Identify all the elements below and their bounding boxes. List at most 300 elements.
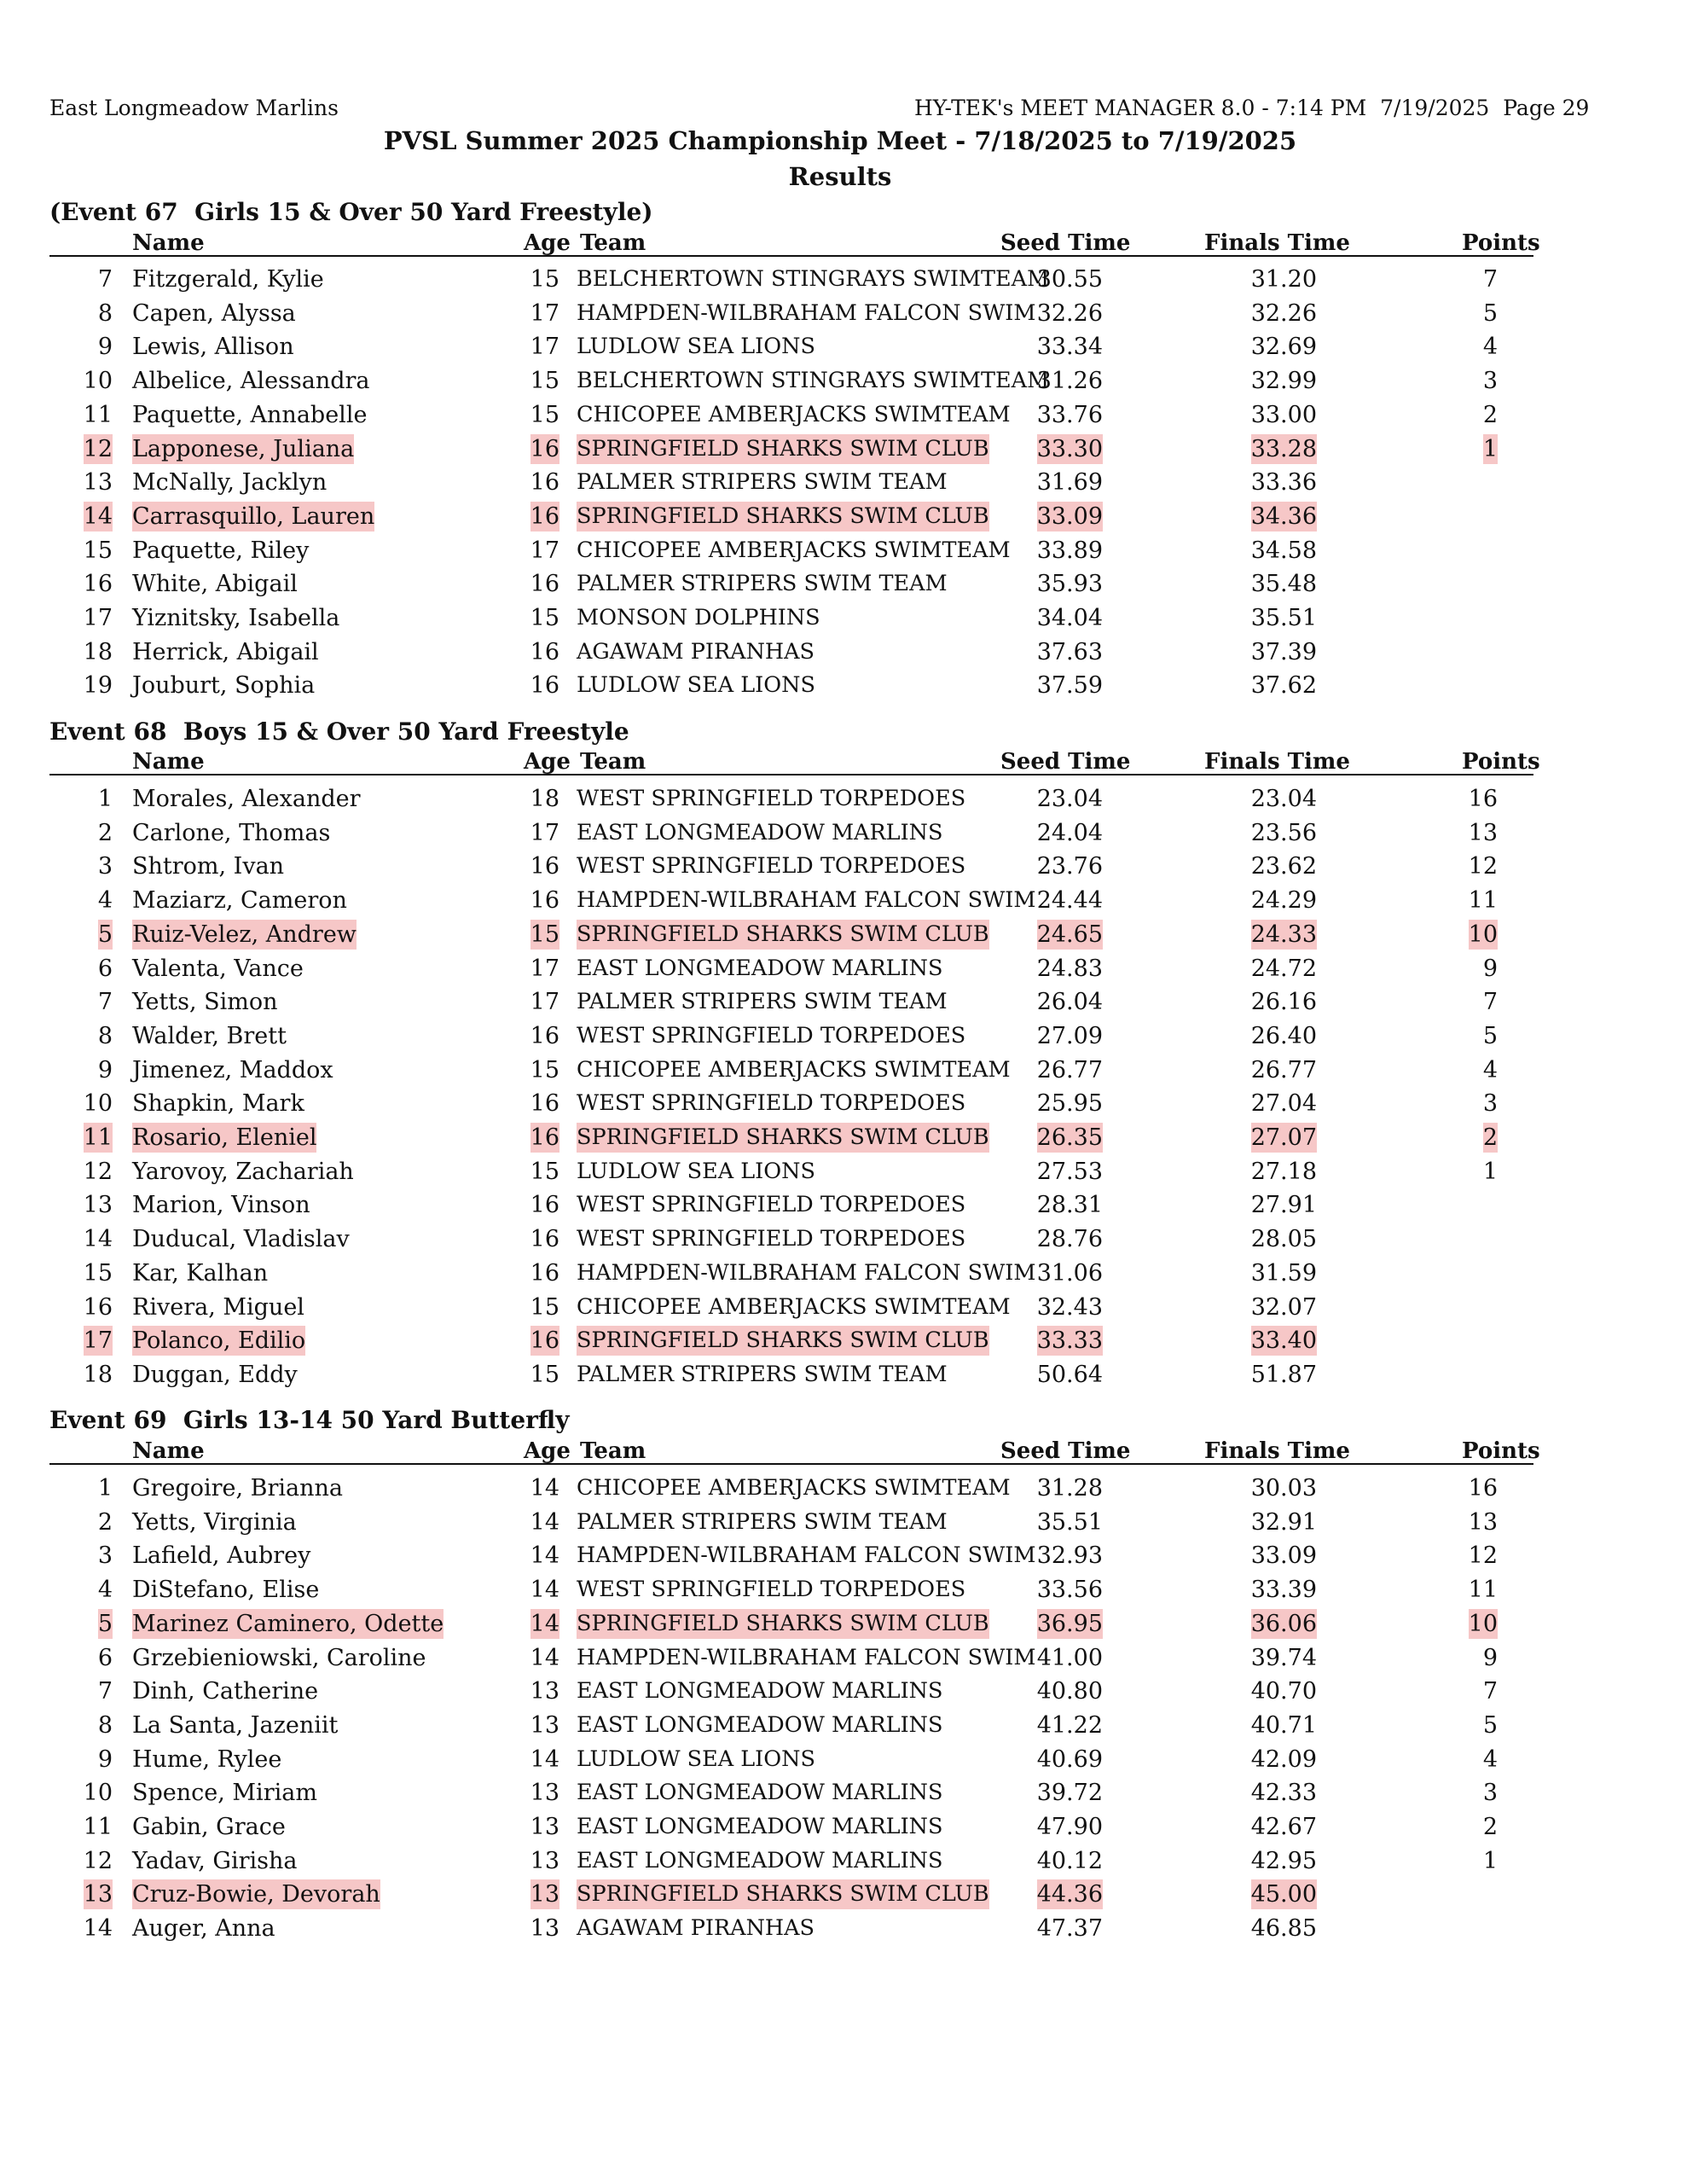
cell-place: 13 xyxy=(83,1192,113,1219)
cell-name: Yadav, Girisha xyxy=(132,1847,298,1874)
cell-seed: 24.83 xyxy=(1036,955,1103,982)
cell-points: 10 xyxy=(1468,1610,1498,1637)
cell-seed: 24.44 xyxy=(1036,887,1103,915)
cell-seed: 23.76 xyxy=(1036,853,1103,880)
cell-age: 15 xyxy=(530,266,559,293)
cell-team: CHICOPEE AMBERJACKS SWIMTEAM xyxy=(577,1056,1011,1083)
cell-seed: 47.37 xyxy=(1036,1915,1103,1943)
cell-name: Yiznitsky, Isabella xyxy=(132,605,340,631)
cell-finals: 33.28 xyxy=(1250,435,1317,462)
result-row xyxy=(0,1473,1687,1507)
cell-points: 13 xyxy=(1468,819,1498,846)
cell-finals: 37.39 xyxy=(1250,638,1317,665)
cell-finals: 27.91 xyxy=(1250,1192,1317,1219)
cell-finals: 33.39 xyxy=(1250,1577,1317,1604)
cell-age: 14 xyxy=(530,1610,559,1637)
cell-age: 16 xyxy=(530,1327,559,1355)
result-row xyxy=(0,1326,1687,1359)
cell-finals: 32.07 xyxy=(1250,1293,1317,1321)
cell-points: 16 xyxy=(1468,1475,1498,1502)
cell-place: 4 xyxy=(97,1577,113,1604)
cell-place: 1 xyxy=(97,1475,113,1502)
cell-name: Albelice, Alessandra xyxy=(132,368,370,395)
cell-place: 17 xyxy=(83,1327,113,1355)
cell-place: 17 xyxy=(83,605,113,631)
cell-place: 7 xyxy=(97,989,113,1016)
cell-finals: 35.51 xyxy=(1250,605,1317,631)
result-row xyxy=(0,1055,1687,1089)
cell-age: 14 xyxy=(530,1542,559,1570)
cell-age: 14 xyxy=(530,1508,559,1536)
cell-team: EAST LONGMEADOW MARLINS xyxy=(577,955,943,981)
cell-seed: 31.26 xyxy=(1036,368,1103,395)
column-header-name: Name xyxy=(132,230,205,256)
cell-team: BELCHERTOWN STINGRAYS SWIMTEAM xyxy=(577,368,1050,394)
cell-age: 13 xyxy=(530,1711,559,1739)
cell-place: 9 xyxy=(97,1056,113,1083)
cell-seed: 50.64 xyxy=(1036,1361,1103,1388)
cell-seed: 37.63 xyxy=(1036,638,1103,665)
result-row xyxy=(0,1609,1687,1642)
cell-place: 9 xyxy=(97,1745,113,1773)
cell-place: 11 xyxy=(83,401,113,428)
cell-team: EAST LONGMEADOW MARLINS xyxy=(577,1814,943,1839)
result-row xyxy=(0,1224,1687,1258)
cell-place: 14 xyxy=(83,1915,113,1943)
cell-seed: 26.04 xyxy=(1036,989,1103,1016)
cell-name: Morales, Alexander xyxy=(132,786,361,812)
cell-finals: 26.16 xyxy=(1250,989,1317,1016)
result-row xyxy=(0,1292,1687,1326)
result-row xyxy=(0,366,1687,399)
cell-seed: 27.53 xyxy=(1036,1158,1103,1185)
cell-age: 13 xyxy=(530,1678,559,1705)
cell-team: EAST LONGMEADOW MARLINS xyxy=(577,819,943,845)
cell-points: 3 xyxy=(1482,1780,1498,1807)
cell-name: Ruiz-Velez, Andrew xyxy=(132,921,357,948)
result-row xyxy=(0,536,1687,569)
event-title: Event 69 Girls 13-14 50 Yard Butterfly xyxy=(49,1406,570,1434)
cell-finals: 32.26 xyxy=(1250,299,1317,327)
cell-seed: 32.26 xyxy=(1036,299,1103,327)
result-row xyxy=(0,671,1687,704)
cell-name: Rosario, Eleniel xyxy=(132,1124,317,1151)
cell-seed: 40.80 xyxy=(1036,1678,1103,1705)
cell-place: 12 xyxy=(83,1158,113,1185)
cell-finals: 26.40 xyxy=(1250,1022,1317,1049)
column-header-row xyxy=(0,751,1687,773)
result-row xyxy=(0,434,1687,468)
cell-finals: 34.58 xyxy=(1250,537,1317,564)
cell-finals: 33.40 xyxy=(1250,1327,1317,1355)
cell-team: SPRINGFIELD SHARKS SWIM CLUB xyxy=(577,434,989,464)
cell-place: 19 xyxy=(83,672,113,700)
cell-finals: 40.71 xyxy=(1250,1711,1317,1739)
result-row xyxy=(0,468,1687,501)
cell-team: HAMPDEN-WILBRAHAM FALCON SWIM xyxy=(577,1542,1036,1569)
cell-place: 11 xyxy=(83,1814,113,1840)
cell-place: 3 xyxy=(97,853,113,880)
cell-place: 13 xyxy=(83,1881,113,1908)
cell-points: 4 xyxy=(1482,1745,1498,1773)
cell-seed: 31.28 xyxy=(1036,1475,1103,1502)
cell-team: BELCHERTOWN STINGRAYS SWIMTEAM xyxy=(577,266,1050,292)
cell-seed: 33.09 xyxy=(1036,502,1103,530)
result-row xyxy=(0,851,1687,885)
cell-points: 2 xyxy=(1482,401,1498,428)
cell-place: 7 xyxy=(97,266,113,293)
cell-name: Lafield, Aubrey xyxy=(132,1542,311,1570)
result-row xyxy=(0,603,1687,636)
cell-age: 15 xyxy=(530,1158,559,1185)
result-row xyxy=(0,1879,1687,1913)
cell-age: 16 xyxy=(530,571,559,598)
cell-age: 14 xyxy=(530,1745,559,1773)
cell-points: 2 xyxy=(1482,1814,1498,1840)
cell-finals: 45.00 xyxy=(1250,1881,1317,1908)
cell-team: LUDLOW SEA LIONS xyxy=(577,1158,815,1184)
column-header-seed: Seed Time xyxy=(1000,230,1131,256)
cell-team: WEST SPRINGFIELD TORPEDOES xyxy=(577,1022,966,1048)
cell-seed: 34.04 xyxy=(1036,605,1103,631)
cell-age: 15 xyxy=(530,1361,559,1388)
cell-seed: 28.31 xyxy=(1036,1192,1103,1219)
cell-points: 12 xyxy=(1468,1542,1498,1570)
cell-place: 8 xyxy=(97,1022,113,1049)
cell-name: Auger, Anna xyxy=(132,1915,275,1943)
cell-place: 10 xyxy=(83,1090,113,1118)
cell-place: 6 xyxy=(97,955,113,982)
column-header-points: Points xyxy=(1462,1438,1540,1464)
cell-team: SPRINGFIELD SHARKS SWIM CLUB xyxy=(577,1609,989,1639)
cell-seed: 44.36 xyxy=(1036,1881,1103,1908)
cell-age: 17 xyxy=(530,537,559,564)
cell-points: 16 xyxy=(1468,786,1498,812)
cell-name: Walder, Brett xyxy=(132,1022,287,1049)
cell-finals: 23.04 xyxy=(1250,786,1317,812)
cell-name: Maziarz, Cameron xyxy=(132,887,347,915)
header-divider xyxy=(49,1463,1533,1465)
result-row xyxy=(0,1123,1687,1156)
cell-seed: 40.69 xyxy=(1036,1745,1103,1773)
cell-finals: 33.00 xyxy=(1250,401,1317,428)
cell-finals: 35.48 xyxy=(1250,571,1317,598)
cell-team: AGAWAM PIRANHAS xyxy=(577,1915,815,1942)
cell-name: La Santa, Jazeniit xyxy=(132,1711,339,1739)
cell-place: 12 xyxy=(83,435,113,462)
cell-finals: 42.09 xyxy=(1250,1745,1317,1773)
cell-age: 17 xyxy=(530,989,559,1016)
result-row xyxy=(0,569,1687,602)
cell-points: 4 xyxy=(1482,1056,1498,1083)
cell-points: 1 xyxy=(1482,435,1498,462)
cell-place: 5 xyxy=(97,921,113,948)
cell-team: LUDLOW SEA LIONS xyxy=(577,334,815,360)
cell-finals: 24.33 xyxy=(1250,921,1317,948)
cell-place: 11 xyxy=(83,1124,113,1151)
cell-finals: 31.20 xyxy=(1250,266,1317,293)
result-row xyxy=(0,1360,1687,1393)
cell-finals: 26.77 xyxy=(1250,1056,1317,1083)
cell-place: 12 xyxy=(83,1847,113,1874)
cell-age: 16 xyxy=(530,1192,559,1219)
cell-age: 15 xyxy=(530,1293,559,1321)
cell-name: Valenta, Vance xyxy=(132,955,304,982)
cell-name: Yetts, Simon xyxy=(132,989,278,1016)
result-row xyxy=(0,264,1687,298)
page-header-team: East Longmeadow Marlins xyxy=(49,96,339,120)
cell-team: WEST SPRINGFIELD TORPEDOES xyxy=(577,853,966,880)
cell-points: 10 xyxy=(1468,921,1498,948)
cell-seed: 41.00 xyxy=(1036,1644,1103,1671)
page-header-software: HY-TEK's MEET MANAGER 8.0 - 7:14 PM 7/19/2025 Page 29 xyxy=(914,96,1590,120)
cell-place: 13 xyxy=(83,469,113,497)
cell-team: PALMER STRIPERS SWIM TEAM xyxy=(577,989,948,1015)
cell-team: CHICOPEE AMBERJACKS SWIMTEAM xyxy=(577,401,1011,427)
cell-place: 15 xyxy=(83,1259,113,1287)
result-row xyxy=(0,886,1687,919)
cell-team: LUDLOW SEA LIONS xyxy=(577,1745,815,1772)
cell-points: 9 xyxy=(1482,955,1498,982)
cell-place: 4 xyxy=(97,887,113,915)
cell-place: 14 xyxy=(83,1226,113,1253)
meet-title: PVSL Summer 2025 Championship Meet - 7/18/2025 to 7/19/2025 xyxy=(383,126,1297,155)
cell-seed: 31.69 xyxy=(1036,469,1103,497)
cell-team: EAST LONGMEADOW MARLINS xyxy=(577,1847,943,1873)
cell-team: WEST SPRINGFIELD TORPEDOES xyxy=(577,786,966,811)
result-row xyxy=(0,1258,1687,1292)
cell-finals: 46.85 xyxy=(1250,1915,1317,1943)
cell-seed: 47.90 xyxy=(1036,1814,1103,1840)
cell-seed: 33.34 xyxy=(1036,334,1103,361)
cell-points: 3 xyxy=(1482,1090,1498,1118)
cell-name: Rivera, Miguel xyxy=(132,1293,304,1321)
result-row xyxy=(0,1745,1687,1778)
cell-team: WEST SPRINGFIELD TORPEDOES xyxy=(577,1577,966,1603)
result-row xyxy=(0,332,1687,365)
header-divider xyxy=(49,774,1533,775)
cell-team: EAST LONGMEADOW MARLINS xyxy=(577,1678,943,1705)
cell-finals: 33.09 xyxy=(1250,1542,1317,1570)
cell-seed: 35.51 xyxy=(1036,1508,1103,1536)
cell-name: Hume, Rylee xyxy=(132,1745,282,1773)
cell-place: 10 xyxy=(83,368,113,395)
cell-name: Paquette, Riley xyxy=(132,537,310,564)
event-title: Event 68 Boys 15 & Over 50 Yard Freestyle xyxy=(49,717,629,746)
cell-name: Fitzgerald, Kylie xyxy=(132,266,324,293)
cell-finals: 23.56 xyxy=(1250,819,1317,846)
cell-age: 16 xyxy=(530,1226,559,1253)
cell-seed: 41.22 xyxy=(1036,1711,1103,1739)
column-header-team: Team xyxy=(580,230,646,256)
cell-age: 13 xyxy=(530,1915,559,1943)
cell-age: 16 xyxy=(530,887,559,915)
cell-team: HAMPDEN-WILBRAHAM FALCON SWIM xyxy=(577,1644,1036,1670)
cell-team: SPRINGFIELD SHARKS SWIM CLUB xyxy=(577,1123,989,1153)
cell-finals: 28.05 xyxy=(1250,1226,1317,1253)
cell-finals: 34.36 xyxy=(1250,502,1317,530)
cell-name: Marion, Vinson xyxy=(132,1192,310,1219)
cell-points: 7 xyxy=(1482,989,1498,1016)
cell-team: MONSON DOLPHINS xyxy=(577,605,820,630)
cell-finals: 27.04 xyxy=(1250,1090,1317,1118)
result-row xyxy=(0,1089,1687,1122)
cell-seed: 26.77 xyxy=(1036,1056,1103,1083)
column-header-age: Age xyxy=(524,230,571,256)
cell-seed: 26.35 xyxy=(1036,1124,1103,1151)
column-header-seed: Seed Time xyxy=(1000,749,1131,775)
cell-team: HAMPDEN-WILBRAHAM FALCON SWIM xyxy=(577,887,1036,914)
cell-team: LUDLOW SEA LIONS xyxy=(577,672,815,699)
cell-seed: 33.76 xyxy=(1036,401,1103,428)
cell-name: Duducal, Vladislav xyxy=(132,1226,350,1253)
result-row xyxy=(0,400,1687,433)
cell-team: EAST LONGMEADOW MARLINS xyxy=(577,1711,943,1738)
cell-seed: 23.04 xyxy=(1036,786,1103,812)
cell-age: 17 xyxy=(530,955,559,982)
cell-finals: 32.69 xyxy=(1250,334,1317,361)
cell-place: 9 xyxy=(97,334,113,361)
cell-team: HAMPDEN-WILBRAHAM FALCON SWIM xyxy=(577,1259,1036,1286)
cell-place: 8 xyxy=(97,1711,113,1739)
cell-points: 11 xyxy=(1468,887,1498,915)
result-row xyxy=(0,502,1687,535)
cell-points: 2 xyxy=(1482,1124,1498,1151)
result-row xyxy=(0,1643,1687,1676)
cell-age: 16 xyxy=(530,1124,559,1151)
cell-seed: 32.43 xyxy=(1036,1293,1103,1321)
cell-name: Paquette, Annabelle xyxy=(132,401,368,428)
cell-place: 2 xyxy=(97,1508,113,1536)
cell-points: 1 xyxy=(1482,1847,1498,1874)
cell-finals: 32.91 xyxy=(1250,1508,1317,1536)
cell-name: Gregoire, Brianna xyxy=(132,1475,344,1502)
column-header-seed: Seed Time xyxy=(1000,1438,1131,1464)
header-divider xyxy=(49,255,1533,257)
cell-finals: 37.62 xyxy=(1250,672,1317,700)
cell-age: 16 xyxy=(530,672,559,700)
cell-name: Shtrom, Ivan xyxy=(132,853,285,880)
column-header-points: Points xyxy=(1462,230,1540,256)
cell-team: PALMER STRIPERS SWIM TEAM xyxy=(577,1361,948,1387)
cell-points: 12 xyxy=(1468,853,1498,880)
column-header-finals: Finals Time xyxy=(1204,230,1350,256)
cell-name: Dinh, Catherine xyxy=(132,1678,319,1705)
cell-finals: 32.99 xyxy=(1250,368,1317,395)
cell-team: SPRINGFIELD SHARKS SWIM CLUB xyxy=(577,502,989,531)
results-title: Results xyxy=(788,162,892,191)
cell-seed: 30.55 xyxy=(1036,266,1103,293)
cell-finals: 30.03 xyxy=(1250,1475,1317,1502)
cell-age: 18 xyxy=(530,786,559,812)
cell-age: 17 xyxy=(530,819,559,846)
cell-points: 7 xyxy=(1482,1678,1498,1705)
column-header-row xyxy=(0,1440,1687,1462)
result-row xyxy=(0,1541,1687,1574)
cell-place: 6 xyxy=(97,1644,113,1671)
result-row xyxy=(0,784,1687,817)
cell-place: 8 xyxy=(97,299,113,327)
cell-name: White, Abigail xyxy=(132,571,298,598)
cell-place: 15 xyxy=(83,537,113,564)
cell-points: 13 xyxy=(1468,1508,1498,1536)
column-header-name: Name xyxy=(132,1438,205,1464)
result-row xyxy=(0,954,1687,987)
cell-name: Gabin, Grace xyxy=(132,1814,286,1840)
result-row xyxy=(0,987,1687,1020)
cell-team: WEST SPRINGFIELD TORPEDOES xyxy=(577,1090,966,1117)
cell-team: PALMER STRIPERS SWIM TEAM xyxy=(577,469,948,496)
cell-points: 5 xyxy=(1482,299,1498,327)
cell-age: 16 xyxy=(530,502,559,530)
result-row xyxy=(0,1812,1687,1845)
cell-seed: 33.33 xyxy=(1036,1327,1103,1355)
cell-age: 13 xyxy=(530,1780,559,1807)
cell-name: Carlone, Thomas xyxy=(132,819,331,846)
cell-team: PALMER STRIPERS SWIM TEAM xyxy=(577,571,948,597)
column-header-name: Name xyxy=(132,749,205,775)
cell-team: AGAWAM PIRANHAS xyxy=(577,638,815,665)
cell-points: 1 xyxy=(1482,1158,1498,1185)
cell-finals: 27.18 xyxy=(1250,1158,1317,1185)
cell-name: Cruz-Bowie, Devorah xyxy=(132,1881,380,1908)
cell-name: Polanco, Edilio xyxy=(132,1327,306,1355)
cell-points: 3 xyxy=(1482,368,1498,395)
cell-team: WEST SPRINGFIELD TORPEDOES xyxy=(577,1192,966,1218)
result-row xyxy=(0,1914,1687,1947)
result-row xyxy=(0,1507,1687,1541)
cell-name: Marinez Caminero, Odette xyxy=(132,1610,444,1637)
cell-finals: 33.36 xyxy=(1250,469,1317,497)
cell-name: Jimenez, Maddox xyxy=(132,1056,333,1083)
cell-name: Capen, Alyssa xyxy=(132,299,296,327)
cell-seed: 24.04 xyxy=(1036,819,1103,846)
cell-place: 1 xyxy=(97,786,113,812)
result-row xyxy=(0,1676,1687,1710)
cell-place: 3 xyxy=(97,1542,113,1570)
column-header-team: Team xyxy=(580,749,646,775)
result-row xyxy=(0,1778,1687,1811)
cell-place: 5 xyxy=(97,1610,113,1637)
cell-age: 16 xyxy=(530,638,559,665)
cell-seed: 32.93 xyxy=(1036,1542,1103,1570)
result-row xyxy=(0,1190,1687,1223)
result-row xyxy=(0,1157,1687,1190)
cell-seed: 28.76 xyxy=(1036,1226,1103,1253)
cell-finals: 24.72 xyxy=(1250,955,1317,982)
cell-age: 16 xyxy=(530,435,559,462)
cell-place: 14 xyxy=(83,502,113,530)
cell-points: 5 xyxy=(1482,1022,1498,1049)
cell-team: EAST LONGMEADOW MARLINS xyxy=(577,1780,943,1806)
cell-name: Duggan, Eddy xyxy=(132,1361,298,1388)
cell-place: 16 xyxy=(83,571,113,598)
cell-team: SPRINGFIELD SHARKS SWIM CLUB xyxy=(577,1879,989,1909)
cell-finals: 40.70 xyxy=(1250,1678,1317,1705)
column-header-row xyxy=(0,232,1687,254)
cell-place: 7 xyxy=(97,1678,113,1705)
cell-finals: 23.62 xyxy=(1250,853,1317,880)
column-header-finals: Finals Time xyxy=(1204,1438,1350,1464)
cell-team: CHICOPEE AMBERJACKS SWIMTEAM xyxy=(577,1475,1011,1501)
cell-place: 16 xyxy=(83,1293,113,1321)
cell-age: 17 xyxy=(530,334,559,361)
cell-age: 14 xyxy=(530,1475,559,1502)
cell-finals: 27.07 xyxy=(1250,1124,1317,1151)
cell-name: Kar, Kalhan xyxy=(132,1259,269,1287)
cell-finals: 42.33 xyxy=(1250,1780,1317,1807)
result-row xyxy=(0,637,1687,671)
